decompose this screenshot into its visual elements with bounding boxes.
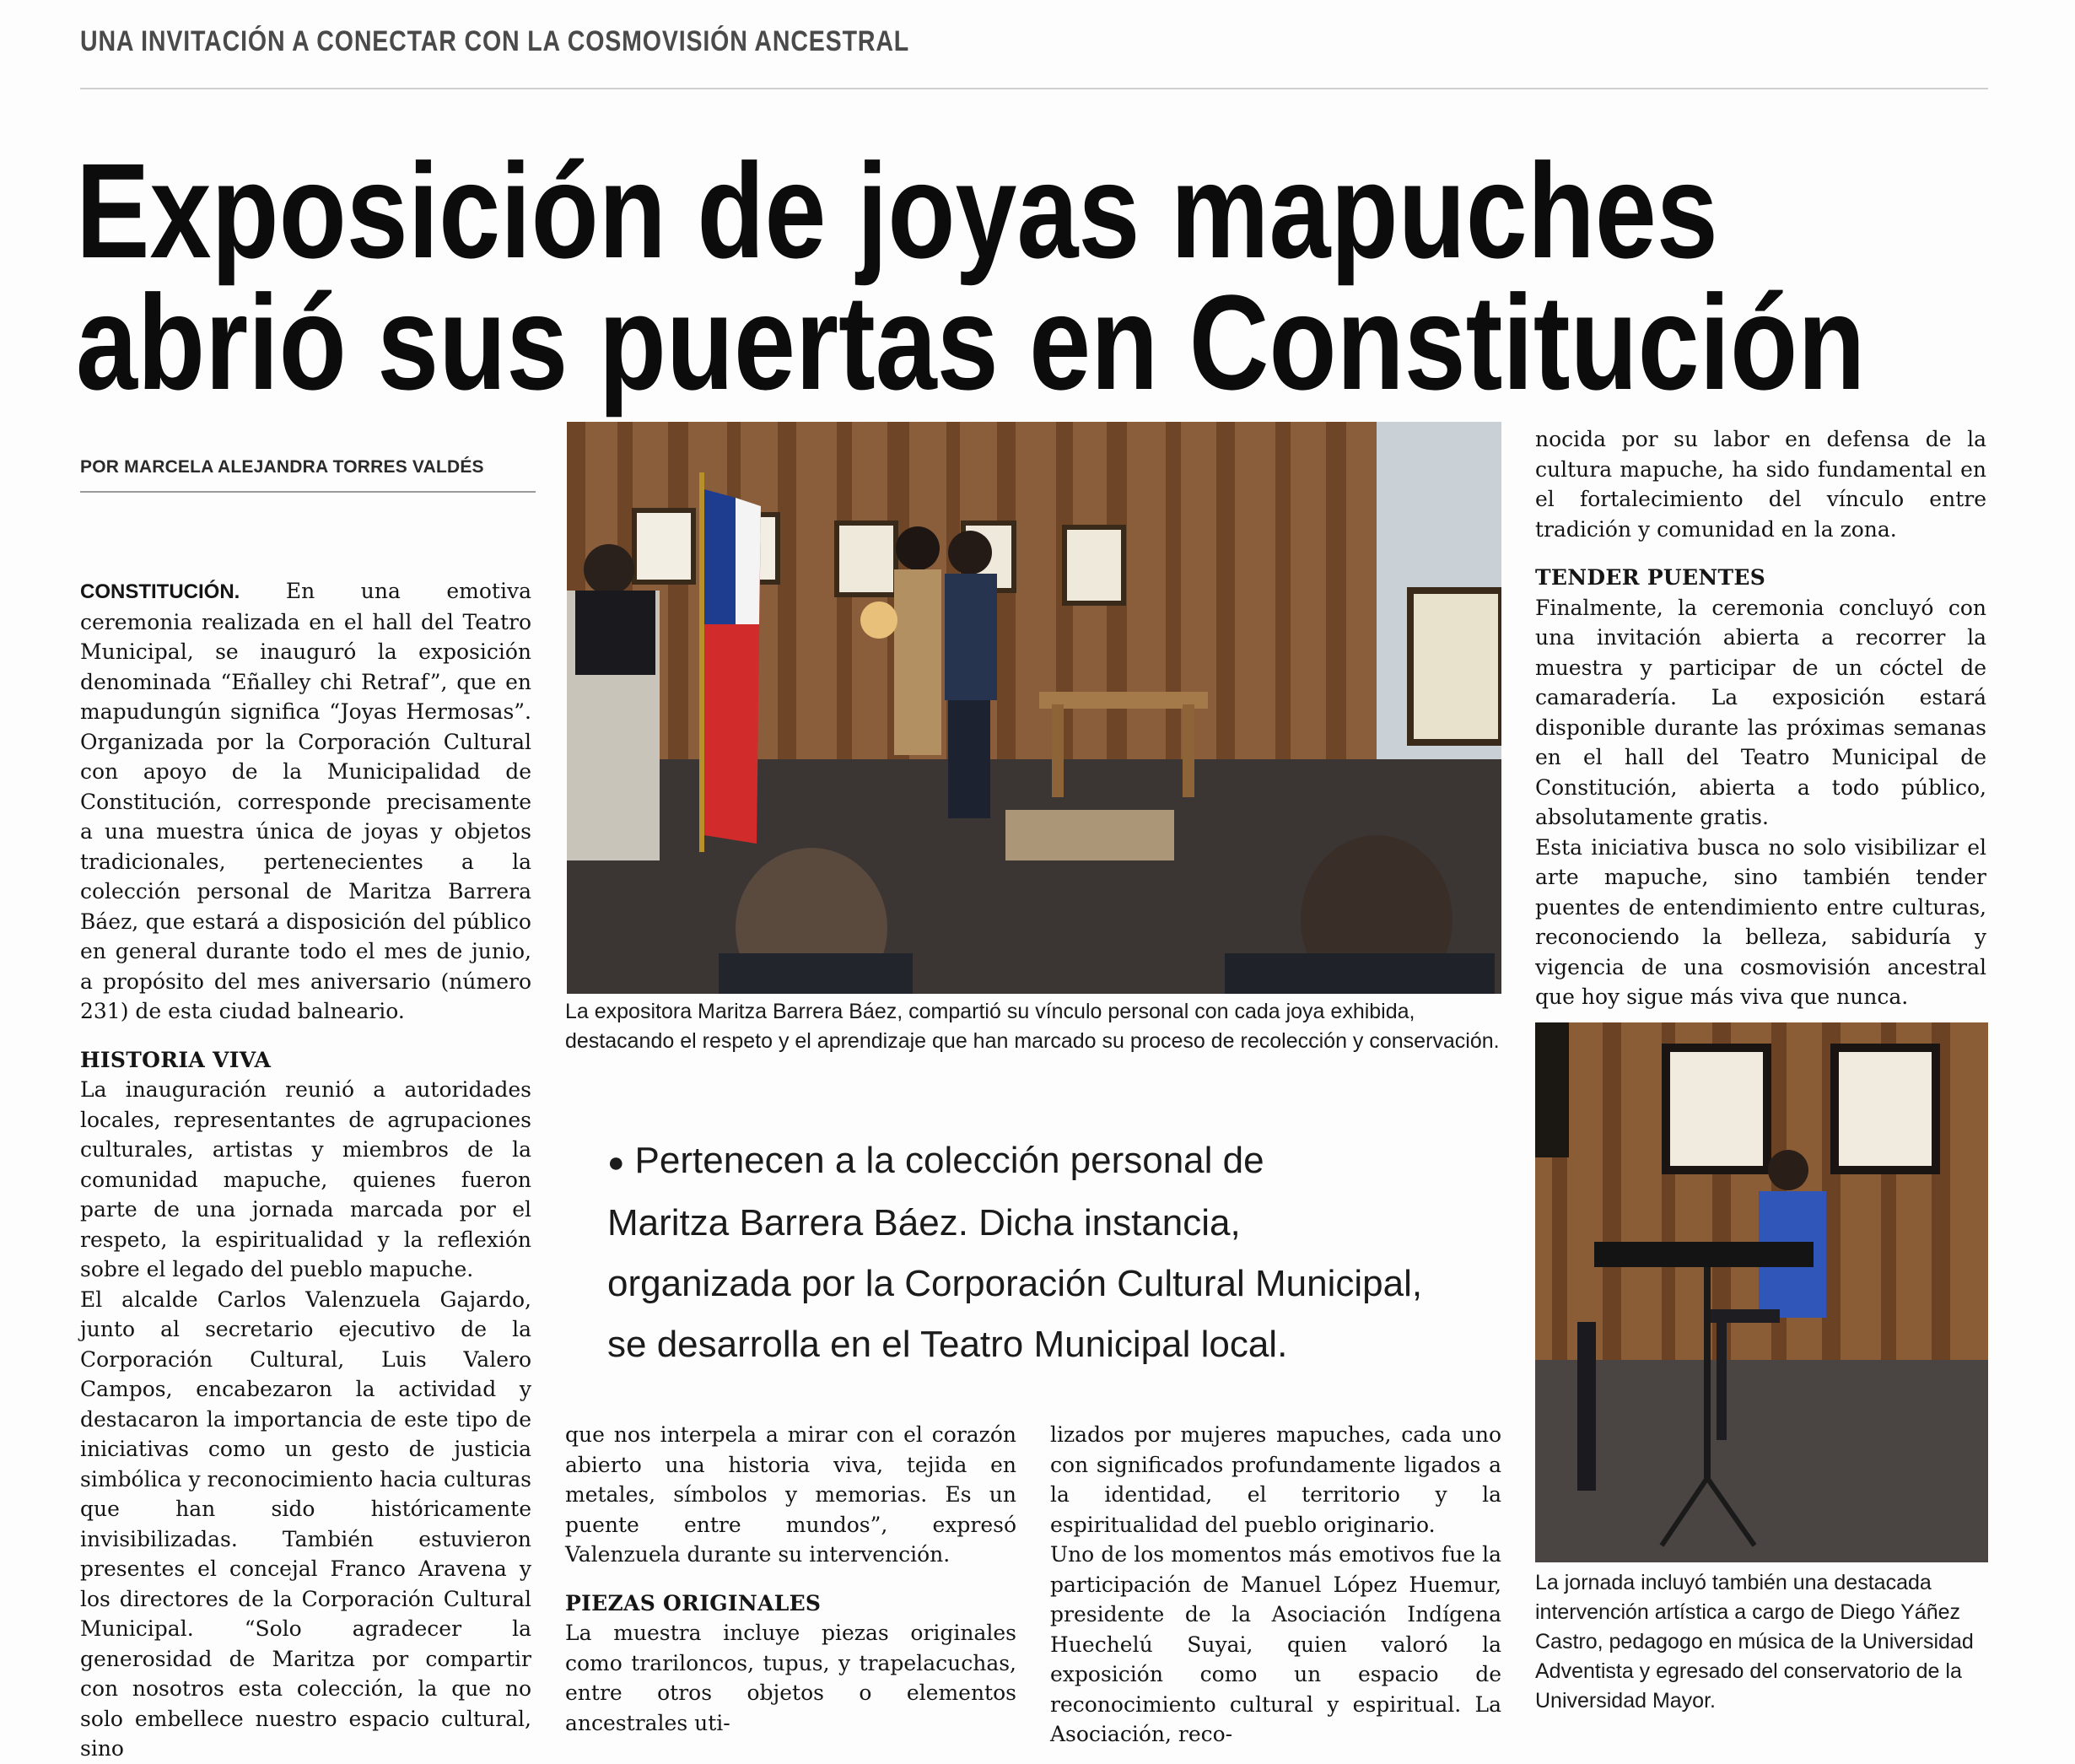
main-photo — [567, 422, 1501, 994]
subheading-piezas-originales: PIEZAS ORIGINALES — [565, 1590, 822, 1616]
paragraph: lizados por mujeres mapuches, cada uno con significados profundamente ligados a la identidad, el territorio y la espiritualidad del pueblo originario. — [1050, 1422, 1501, 1537]
subheading-tender-puentes: TENDER PUENTES — [1535, 565, 1766, 590]
paragraph: Esta iniciativa busca no solo visibilizar el arte mapuche, sino también tender puentes de entendimiento entre culturas, reconociendo la belleza, sabiduría y vigencia de una cosmovisión ancestral que hoy sigue más viva que nunca. — [1535, 834, 1986, 1009]
pull-quote-line-2: Maritza Barrera Báez. Dicha instancia, — [607, 1202, 1241, 1244]
paragraph: Finalmente, la ceremonia concluyó con una invitación abierta a recorrer la muestra y participar de un cóctel de camaradería. La exposición estará disponible durante las próximas semanas en el hall del Teatro Municipal de Constitución, abierta a todo público, absolutamente gratis. — [1535, 595, 1986, 829]
subheading-historia-viva: HISTORIA VIVA — [80, 1047, 272, 1072]
paragraph: que nos interpela a mirar con el corazón abierto una historia viva, tejida en metales, símbolos y memorias. Es un puente entre mundos”, expresó Valenzuela durante su intervención. — [565, 1422, 1016, 1567]
lead-text: En una emotiva ceremonia realizada en el hall del Teatro Municipal, se inauguró la exposición denominada “Eñalley chi Retraf”, que en mapudungún significa “Joyas Hermosas”. Organizada por la Corporación Cultural con apoyo de la Municipalidad de Constitución, corresponde precisamente a una muestra única de joyas y objetos tradicionales, pertenecientes a la colección personal de Maritza Barrera Báez, que estará a disposición del público en general durante todo el mes de junio, a propósito del mes aniversario (número 231) de esta ciudad balneario. — [80, 579, 531, 1023]
byline: POR MARCELA ALEJANDRA TORRES VALDÉS — [80, 457, 484, 477]
paragraph: La inauguración reunió a autoridades locales, representantes de agrupaciones culturales, artistas y miembros de la comunidad mapuche, quienes fueron parte de una jornada marcada por el respeto, la espiritualidad y la reflexión sobre el legado del pueblo mapuche. — [80, 1077, 531, 1281]
paragraph: nocida por su labor en defensa de la cultura mapuche, ha sido fundamental en el fortalecimiento del vínculo entre tradición y comunidad en la zona. — [1535, 427, 1986, 542]
article-column-2 — [565, 1420, 1016, 1738]
pull-quote — [607, 1130, 1501, 1375]
pull-quote-line-4: se desarrolla en el Teatro Municipal local. — [607, 1324, 1288, 1366]
article-column-3 — [1050, 1420, 1501, 1750]
headline — [76, 135, 1866, 418]
article-column-1 — [80, 576, 531, 1764]
side-photo-caption: La jornada incluyó también una destacada intervención artística a cargo de Diego Yáñez Castro, pedagogo en música de la Universidad Adventista y egresado del conservatorio de la Universidad Mayor. — [1535, 1571, 1974, 1713]
top-divider — [80, 88, 1988, 89]
lead-paragraph — [80, 576, 531, 1027]
paragraph: El alcalde Carlos Valenzuela Gajardo, junto al secretario ejecutivo de la Corporación Cultural, Luis Valero Campos, encabezaron la actividad y destacaron la importancia de este tipo de iniciativas como un gesto de justicia simbólica y reconocimiento hacia culturas que han sido históricamente invisibilizadas. También estuvieron presentes el concejal Franco Aravena y los directores de la Corporación Cultural Municipal. “Solo agradecer la generosidad de Maritza por compartir con nosotros esta colección, la que no solo embellece nuestro espacio cultural, sino — [80, 1287, 531, 1761]
article-column-4 — [1535, 424, 1986, 1012]
side-photo — [1535, 1022, 1988, 1562]
section-kicker: UNA INVITACIÓN A CONECTAR CON LA COSMOVISIÓN ANCESTRAL — [80, 25, 910, 57]
headline-line-2: abrió sus puertas en Constitución — [76, 267, 1866, 418]
byline-divider — [80, 491, 536, 493]
paragraph: La muestra incluye piezas originales como trariloncos, tupus, y trapelacuchas, entre otros objetos o elementos ancestrales uti- — [565, 1621, 1016, 1735]
pull-quote-text-1: Pertenecen a la colección personal de — [634, 1140, 1264, 1181]
pull-quote-line-1 — [607, 1130, 1501, 1193]
headline-line-1: Exposición de joyas mapuches — [76, 135, 1718, 286]
bullet-icon: ● — [607, 1146, 625, 1179]
paragraph: Uno de los momentos más emotivos fue la participación de Manuel López Huemur, presidente de la Asociación Indígena Huechelú Suyai, quien valoró la exposición como un espacio de reconocimiento cultural y espiritual. La Asociación, reco- — [1050, 1542, 1501, 1746]
dateline: CONSTITUCIÓN. — [80, 580, 240, 603]
pull-quote-line-3: organizada por la Corporación Cultural Municipal, — [607, 1263, 1423, 1305]
main-photo-caption: La expositora Maritza Barrera Báez, compartió su vínculo personal con cada joya exhibida, destacando el respeto y el aprendizaje que han marcado su proceso de recolección y conservación. — [565, 1000, 1500, 1053]
